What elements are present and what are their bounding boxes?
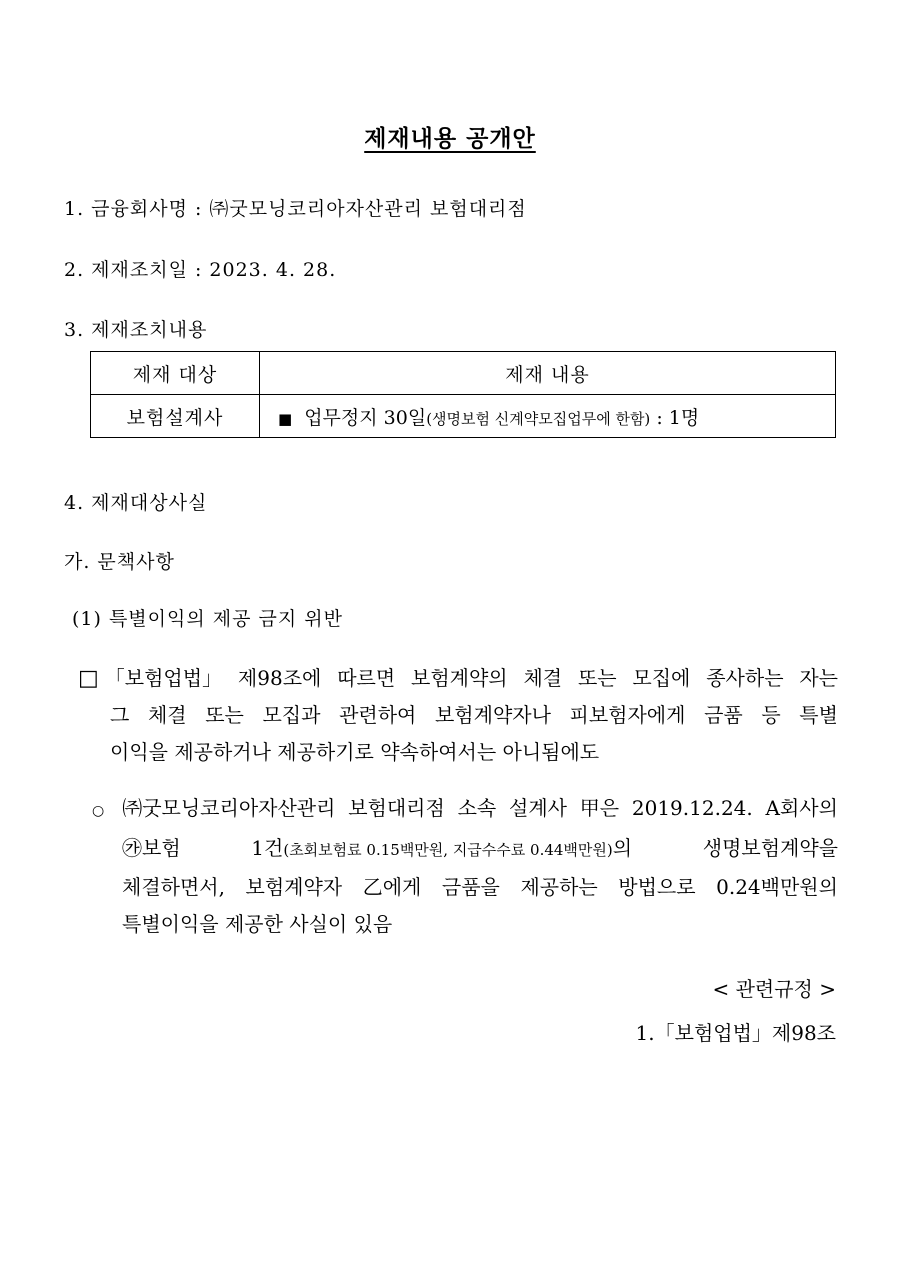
section-1-heading: (1) 특별이익의 제공 금지 위반 [72, 608, 343, 630]
word: 소속 [457, 796, 497, 820]
word: 따르면 [337, 666, 396, 690]
word: 체결 [147, 703, 187, 727]
word: 乙에게 [362, 875, 422, 899]
word: ㈜굿모닝코리아자산관리 [122, 796, 336, 820]
word: 설계사 [509, 796, 567, 820]
paragraph-line [78, 660, 838, 697]
table-header-content: 제재 내용 [260, 352, 836, 395]
sanction-content-heading: 3. 제재조치내용 [64, 319, 208, 341]
line-start [78, 660, 222, 697]
premium-detail: (초회보험료 0.15백만원, 지급수수료 0.44백만원) [283, 841, 613, 859]
word: 1건 [251, 836, 284, 860]
word: 제98조에 [237, 666, 322, 690]
table-cell-target: 보험설계사 [91, 395, 260, 438]
sanction-date: 2. 제재조치일 : 2023. 4. 28. [64, 259, 337, 281]
table-row [91, 395, 836, 438]
paragraph-line [92, 830, 838, 869]
word: 피보험자에게 [569, 703, 686, 727]
word: 모집과 [262, 703, 321, 727]
paragraph-line [92, 869, 838, 906]
word: 또는 [577, 666, 617, 690]
word: 2019.12.24. [631, 796, 753, 820]
word: 보험계약자 [245, 875, 343, 899]
page-title: 제재내용 공개안 [364, 126, 536, 152]
word-group [251, 830, 632, 869]
word: 특별 [799, 703, 838, 727]
word: 체결 [523, 666, 563, 690]
word: 보험계약의 [411, 666, 508, 690]
word: 금품 [704, 703, 743, 727]
line-start [92, 790, 335, 830]
word: 방법으로 [618, 875, 696, 899]
circle-bullet-icon: ○ [92, 803, 105, 819]
section-ga-heading: 가. 문책사항 [64, 551, 175, 573]
table-header-row [91, 352, 836, 395]
paragraph-line: 특별이익을 제공한 사실이 있음 [122, 912, 393, 936]
paragraph-line: 이익을 제공하거나 제공하기로 약속하여서는 아니됨에도 [110, 740, 600, 764]
violation-fact-paragraph [92, 790, 838, 943]
word: 금품을 [441, 875, 500, 899]
paragraph-line [92, 790, 838, 830]
word: 그 [110, 703, 130, 727]
word: 甲은 [579, 796, 620, 820]
word: 의 [612, 836, 633, 860]
sanction-main: 업무정지 30일 [304, 406, 427, 429]
sanction-table [90, 351, 836, 438]
word: 체결하면서, [122, 875, 225, 899]
sanction-count: : 1명 [650, 406, 700, 429]
related-rule-item: 1.「보험업법」제98조 [635, 1021, 836, 1045]
word: 보험대리점 [348, 796, 445, 820]
paragraph-line [78, 697, 838, 734]
word: 「보험업법」 [104, 666, 223, 690]
word: 등 [761, 703, 781, 727]
word: 보험계약자나 [434, 703, 551, 727]
regulation-paragraph [78, 660, 838, 771]
word: 생명보험계약을 [702, 836, 838, 860]
word: A회사의 [765, 796, 838, 820]
facts-heading: 4. 제재대상사실 [64, 492, 208, 514]
table-header-target: 제재 대상 [91, 352, 260, 395]
word: 0.24백만원의 [716, 875, 838, 899]
word: 제공하는 [520, 875, 598, 899]
square-bullet-icon: ■ [278, 409, 293, 428]
word: 모집에 [632, 666, 691, 690]
square-box-icon: □ [78, 666, 99, 691]
word: 자는 [799, 666, 838, 690]
table-cell-content [260, 395, 836, 438]
sanction-detail: (생명보험 신계약모집업무에 한함) [426, 409, 651, 428]
word: 또는 [205, 703, 244, 727]
word: 관련하여 [339, 703, 417, 727]
institution-name: 1. 금융회사명 : ㈜굿모닝코리아자산관리 보험대리점 [64, 198, 527, 220]
word: ㉮보험 [122, 836, 181, 860]
word: 종사하는 [706, 666, 784, 690]
related-rules-heading: < 관련규정 > [712, 977, 836, 1001]
